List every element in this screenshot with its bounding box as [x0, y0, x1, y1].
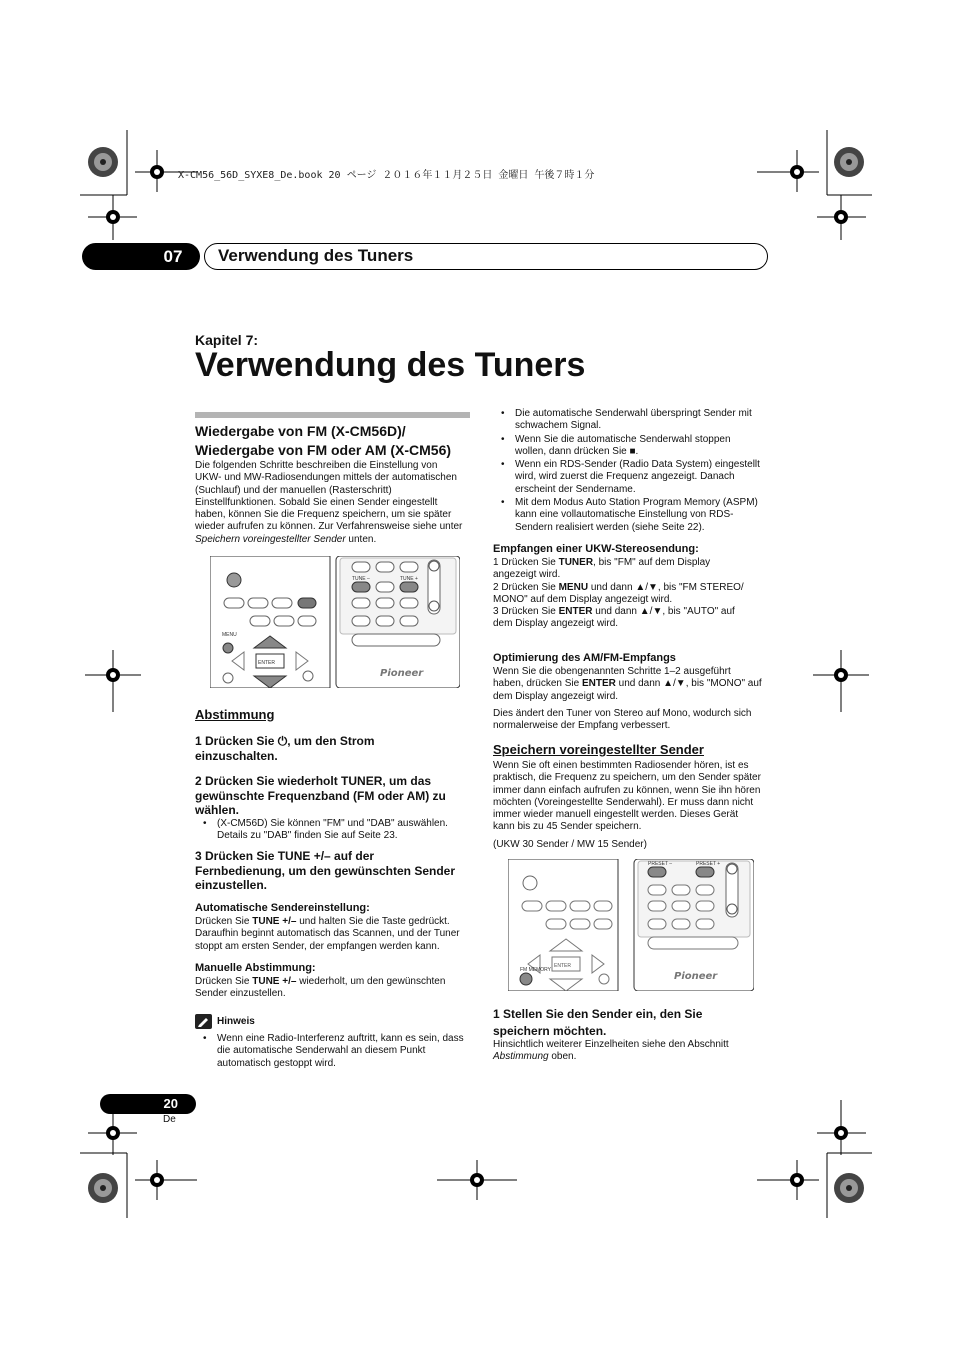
stereo-heading: Empfangen einer UKW-Stereosendung:	[493, 543, 699, 555]
page-number: 20	[163, 1096, 178, 1111]
svg-text:TUNE –: TUNE –	[352, 576, 370, 582]
intro-paragraph: Die folgenden Schritte beschreiben die Einstellung von UKW- und MW-Radiosendungen mittels der automatischen (Suchlauf) und der manuellen (Rasterschritt) Einstellfunktionen. Sobald Sie einen Sender eingestellt haben, können Sie die Frequenz speichern, um sie später wieder aufrufen zu können. Zur Verfahrensweise siehe unter Speichern voreingestellter Sender unten.	[195, 460, 463, 545]
optimize-heading: Optimierung des AM/FM-Empfangs	[493, 652, 676, 664]
note-bullets: • Wenn eine Radio-Interferenz auftritt, kann es sein, dass die automatische Senderwahl an diesem Punkt automatisch gestoppt wird.	[195, 1033, 475, 1071]
preset-step-1: 1 Stellen Sie den Sender ein, den Sie speichern möchten.	[493, 1007, 703, 1038]
print-info-line: X-CM56_56D_SYXE8_De.book 20 ページ ２０１６年１１月２５日 金曜日 午後７時１分	[178, 170, 595, 181]
page-language: De	[163, 1114, 176, 1125]
section-bar	[195, 412, 470, 418]
svg-text:PRESET –: PRESET –	[648, 861, 673, 867]
manual-tuning-text: Drücken Sie TUNE +/– wiederholt, um den gewünschten Sender einzustellen.	[195, 976, 446, 1000]
svg-text:PRESET +: PRESET +	[696, 861, 721, 867]
svg-text:Pioneer: Pioneer	[380, 668, 424, 679]
remote-illustration-preset	[508, 859, 754, 991]
tuning-bullets: • Die automatische Senderwahl überspringt Sender mit schwachem Signal. • Wenn Sie die automatische Senderwahl stoppen wollen, dann drücken Sie ■. • Wenn ein RDS-Sender (Radio Data System) eingestellt wird, wird zuerst die Frequenz angezeigt. Danach erscheint der Sendername. • Mit dem Modus Auto Station Program Memory (ASPM) kann eine vollautomatische Einstellung von RDS- Sendern realisiert werden (siehe Seite 22).	[493, 408, 773, 535]
svg-text:TUNE +: TUNE +	[400, 576, 418, 582]
step-1: 1 Drücken Sie ⏻, um den Strom einzuschalten.	[195, 734, 375, 763]
preset-text: Wenn Sie oft einen bestimmten Radiosender hören, ist es praktisch, die Frequenz zu speichern, um den Sender später immer dann einfach aufrufen zu können, wenn Sie ihn hören möchten (Voreingestellte Senderwahl). Er muss dann nicht immer wieder manuell eingestellt werden. Dieses Gerät kann bis zu 45 Sender speichern. (UKW 30 Sender / MW 15 Sender)	[493, 760, 761, 850]
step-3: 3 Drücken Sie TUNE +/– auf der Fernbedienung, um den gewünschten Sender einzustellen.	[195, 849, 456, 892]
preset-heading: Speichern voreingestellter Sender	[493, 742, 704, 757]
note-icon	[195, 1014, 212, 1029]
svg-text:MENU: MENU	[222, 632, 237, 638]
step-2-bullets: • (X-CM56D) Sie können "FM" und "DAB" auswählen. Details zu "DAB" finden Sie auf Seite 23.	[195, 818, 475, 844]
chapter-header-title: Verwendung des Tuners	[218, 246, 414, 265]
section-heading: Wiedergabe von FM (X-CM56D)/ Wiedergabe von FM oder AM (X-CM56)	[195, 423, 452, 458]
optimize-text: Wenn Sie die obengenannten Schritte 1–2 ausgeführt haben, drücken Sie ENTER und dann ▲/▼, bis "MONO" auf dem Display angezeigt wird. Dies ändert den Tuner von Stereo auf Mono, wodurch sich normalerweise der Empfang verbessert.	[493, 666, 762, 732]
svg-text:ENTER: ENTER	[258, 660, 275, 666]
page-title: Verwendung des Tuners	[195, 346, 586, 384]
power-icon: ⏻	[277, 734, 288, 748]
chapter-label: Kapitel 7:	[195, 332, 259, 348]
manual-tuning-heading: Manuelle Abstimmung:	[195, 962, 316, 974]
stereo-steps: 1 Drücken Sie TUNER, bis "FM" auf dem Display angezeigt wird. 2 Drücken Sie MENU und dann ▲/▼, bis "FM STEREO/ MONO" auf dem Display angezeigt wird. 3 Drücken Sie ENTER und dann ▲/▼, bis "AUTO" auf dem Display angezeigt wird.	[493, 557, 744, 630]
preset-step-1-text: Hinsichtlich weiterer Einzelheiten siehe den Abschnitt Abstimmung oben.	[493, 1039, 729, 1063]
svg-text:FM MEMORY: FM MEMORY	[520, 967, 552, 973]
note-label: Hinweis	[217, 1016, 255, 1027]
step-2: 2 Drücken Sie wiederholt TUNER, um das gewünschte Frequenzband (FM oder AM) zu wählen.	[195, 774, 446, 817]
auto-tuning-text: Drücken Sie TUNE +/– und halten Sie die Taste gedrückt. Daraufhin beginnt automatisch das Scannen, und der Tuner stoppt am ersten Sender, der empfangen werden kann.	[195, 916, 460, 952]
auto-tuning-heading: Automatische Sendereinstellung:	[195, 902, 370, 914]
svg-text:Pioneer: Pioneer	[674, 971, 718, 982]
remote-illustration-tune	[210, 556, 460, 688]
chapter-number: 07	[163, 247, 183, 266]
remote-drawing	[210, 556, 460, 688]
svg-text:ENTER: ENTER	[554, 963, 571, 969]
abstimmung-heading: Abstimmung	[195, 707, 275, 722]
remote-drawing-2	[508, 859, 754, 991]
